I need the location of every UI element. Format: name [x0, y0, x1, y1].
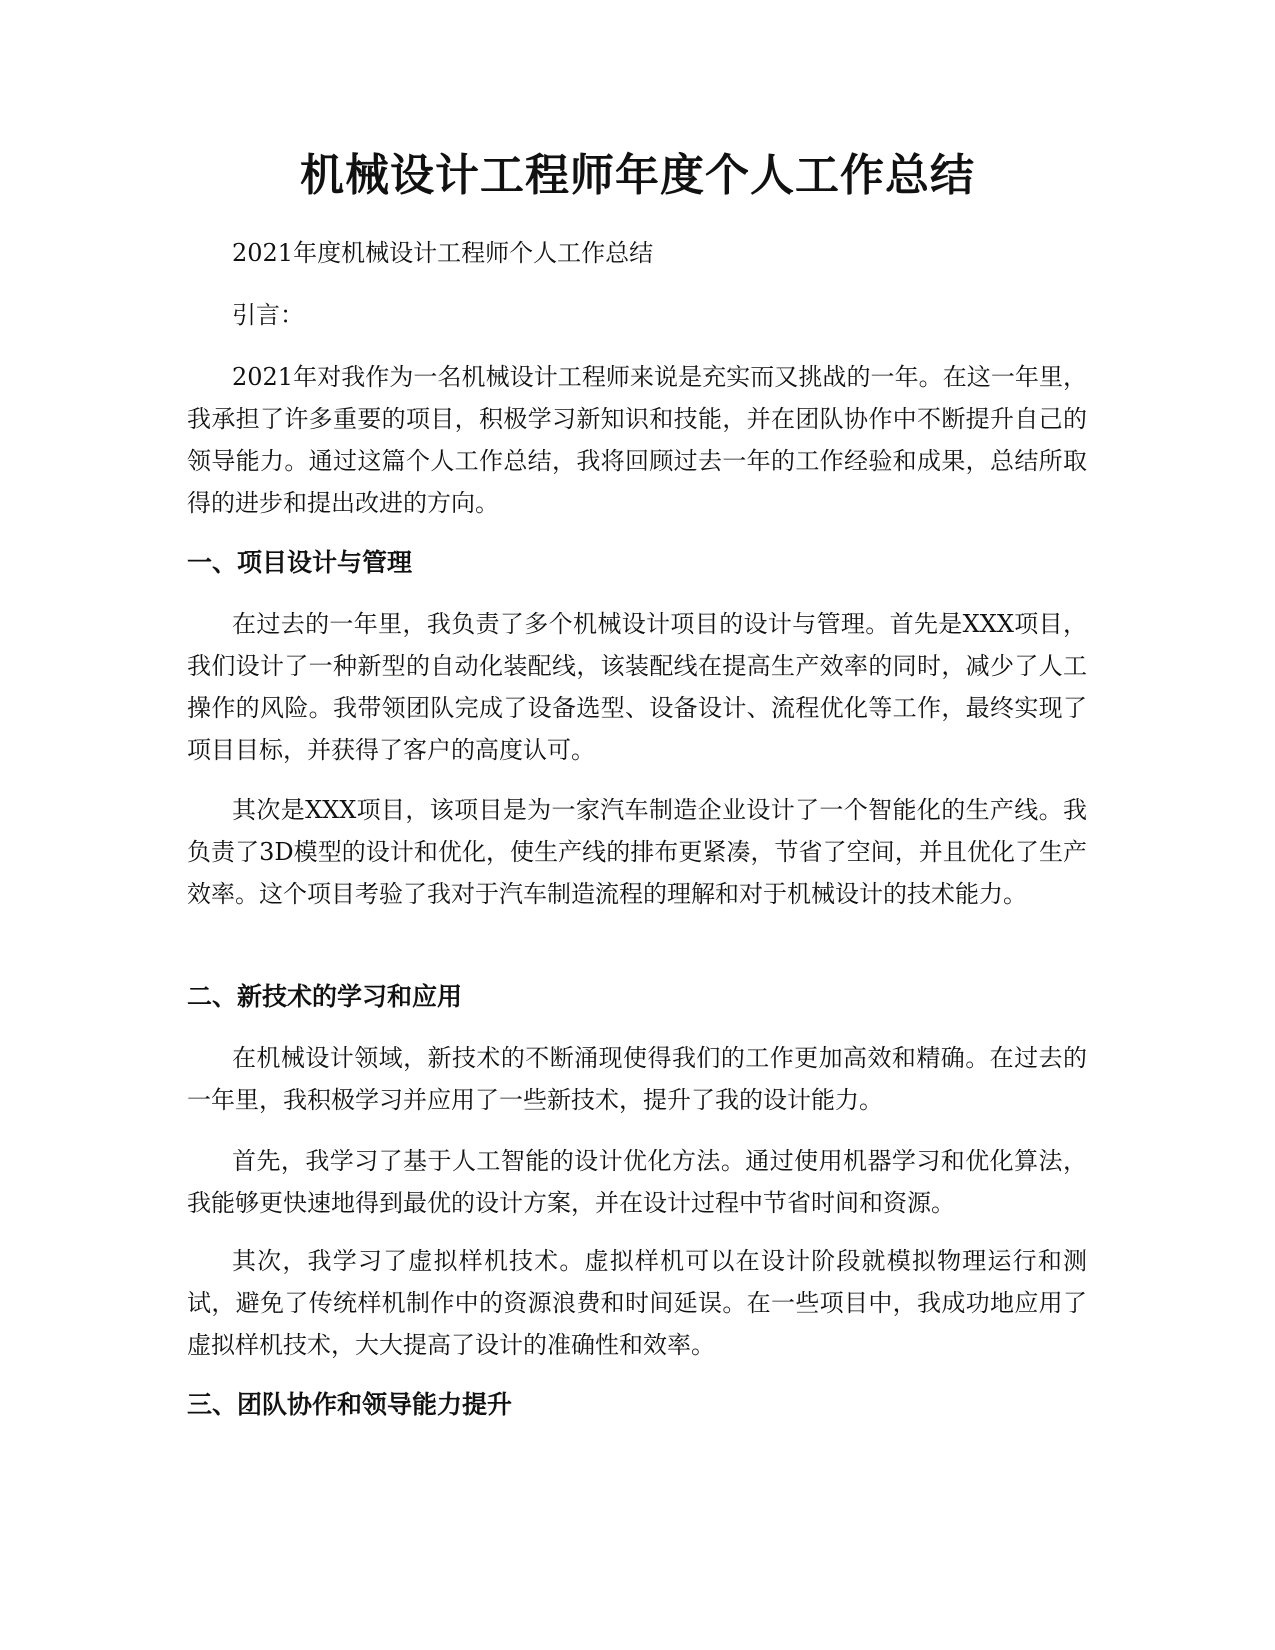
- section-1-paragraph-2: 其次是XXX项目，该项目是为一家汽车制造企业设计了一个智能化的生产线。我负责了3D模型的设计和优化，使生产线的排布更紧凑，节省了空间，并且优化了生产效率。这个项目考验了我对于汽车制造流程的理解和对于机械设计的技术能力。: [187, 796, 1087, 908]
- subtitle-paragraph: 2021年度机械设计工程师个人工作总结: [232, 239, 654, 267]
- intro-paragraph: 2021年对我作为一名机械设计工程师来说是充实而又挑战的一年。在这一年里，我承担了许多重要的项目，积极学习新知识和技能，并在团队协作中不断提升自己的领导能力。通过这篇个人工作总结，我将回顾过去一年的工作经验和成果，总结所取得的进步和提出改进的方向。: [187, 363, 1087, 517]
- section-2-paragraph-1: 在机械设计领域，新技术的不断涌现使得我们的工作更加高效和精确。在过去的一年里，我积极学习并应用了一些新技术，提升了我的设计能力。: [187, 1044, 1087, 1114]
- section-1-paragraph-1: 在过去的一年里，我负责了多个机械设计项目的设计与管理。首先是XXX项目，我们设计了一种新型的自动化装配线，该装配线在提高生产效率的同时，减少了人工操作的风险。我带领团队完成了设备选型、设备设计、流程优化等工作，最终实现了项目目标，并获得了客户的高度认可。: [187, 610, 1087, 764]
- section-heading-3: 三、团队协作和领导能力提升: [187, 1390, 513, 1419]
- section-heading-2: 二、新技术的学习和应用: [187, 982, 463, 1011]
- section-2-paragraph-2: 首先，我学习了基于人工智能的设计优化方法。通过使用机器学习和优化算法，我能够更快速地得到最优的设计方案，并在设计过程中节省时间和资源。: [187, 1147, 1087, 1217]
- section-2-paragraph-3: 其次，我学习了虚拟样机技术。虚拟样机可以在设计阶段就模拟物理运行和测试，避免了传统样机制作中的资源浪费和时间延误。在一些项目中，我成功地应用了虚拟样机技术，大大提高了设计的准确性和效率。: [187, 1247, 1087, 1359]
- page-title: 机械设计工程师年度个人工作总结: [300, 150, 975, 201]
- intro-label-paragraph: 引言：: [232, 301, 304, 329]
- section-heading-1: 一、项目设计与管理: [187, 548, 413, 577]
